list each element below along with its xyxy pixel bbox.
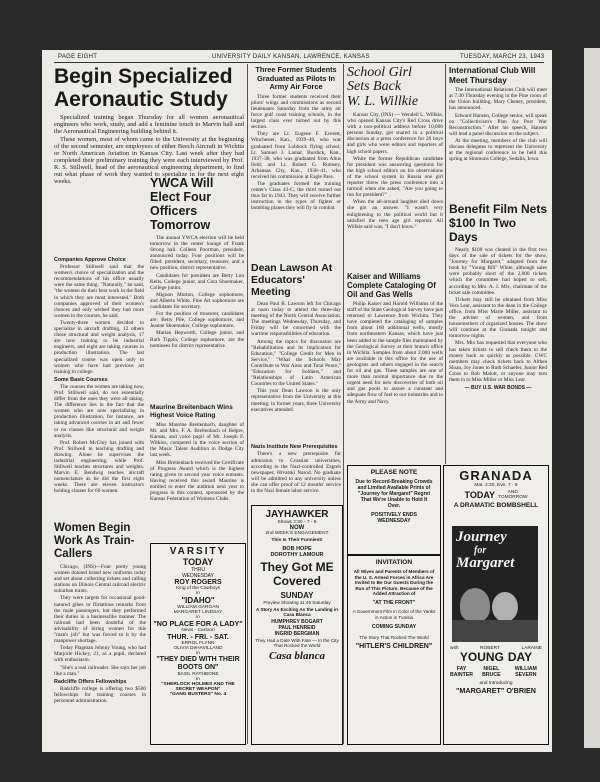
column-rule xyxy=(343,64,344,744)
kaiser-para: Philip Kaiser and Harold Williams of the staff of the State Geological Survey have just returned to Lawrence from Wichita. They have completed the cataloging of samples from about 160 additional wells, mostly from northeastern Kansas, which have just been added to the sample files maintained by the Geological Survey at their branch office in Wichita. Samples from about 2,000 wells are available in this office for the use of geologists and others engaged in the search for oil and gas. These samples are one of more than normal importance due to the urgent need for new discoveries of both oil and gas pools to assure a constant and adequate flow of fuel to our industries and to the Army and Navy. xyxy=(347,301,443,405)
jayhawker-tag2: They Had a Date With Fate — In the City That Rocked the World xyxy=(255,638,339,648)
varsity-ad xyxy=(150,543,246,745)
jayhawker-humphrey: HUMPHREY BOGART xyxy=(271,619,323,625)
granada-with: with xyxy=(450,646,459,651)
pilots-headline: Three Former Students Graduated as Pilots In Army Air Force xyxy=(255,66,337,92)
varsity-name: VARSITY xyxy=(169,546,227,557)
varsity-thru: THRU xyxy=(191,567,205,573)
please-note-ad xyxy=(347,465,441,555)
varsity-star3: OLIVIA DeHAVILLAND xyxy=(173,646,223,651)
trains-para: They were targets for occasional good-natured gibes or flirtatious remarks from the male passengers, but they performed their duties in a businesslike manner. The railroad had been doubtful of the advisability of hiring women for this "man's job" but was forced to it by the manpower shortage. xyxy=(54,595,146,645)
note-ends: POSITIVELY ENDS WEDNESDAY xyxy=(371,512,417,524)
varsity-title4: "SHERLOCK HOLMES AND THE SECRET WEAPON" xyxy=(161,682,235,692)
aero-para: These women, most of whom came to the University at the beginning of the second semester, are employees of either Beech Aircraft in Wichita or North American Aviation in Kansas City. Last week after they had completed their preliminary training they were each interviewed by Prof. R. S. Stillwell, head of the aeronautical engineering department, to find out what phase of work they wanted to specialize in for the next eight weeks. xyxy=(54,136,244,185)
pilots-para: Three former students received their pilots' wings and commissions as second lieutenants Saturday from the army air force gulf coast training schools, in the largest class ever turned out by this section. xyxy=(251,93,341,131)
aero-para: The courses the women are taking now, Prof. Stillwell said, do not essentially differ from the ones they were all taking. The difference lies in the fact that the women who are now specializing in production illustration, for instance, are taking advanced courses in art and fewer or no classes like structural and weight analysis. xyxy=(54,383,144,439)
granada-young: YOUNG xyxy=(459,650,504,664)
jayhawker-ingrid: INGRID BERGMAN xyxy=(274,631,320,637)
varsity-co2: MARGARET LINDSAY xyxy=(173,610,223,615)
invite-front: "AT THE FRONT" xyxy=(372,599,416,606)
breitenbach-para: Miss Maurine Breitenbach, daughter of Mr. and Mrs. F. A. Breitenbach of Belpre, Kansas, and voice pupil of Mr. Joseph F. Wilkins, competed in the voice section of the Music Talent Audition in Dodge City last week. xyxy=(150,422,244,459)
granada-robert: ROBERT xyxy=(480,646,500,651)
granada-margaret: "MARGARET" O'BRIEN xyxy=(456,686,536,695)
ywca-para: Marian Hepworth, College junior, and Ruth Tippin, College sophomore, are the nominees for district representative. xyxy=(150,330,244,349)
ywca-story xyxy=(150,176,244,421)
pilots-para: They are Lt. Eugene F. Everett, Winchester, Kan., 1939–40, who was graduated from Lubbock flying school; Lt. Samuel J. Lamar, Burdick, Kan., 1937–38, who was graduated from Altus field; and Lt. Robert G. Rumsey, Arkansas City, Kan., 1938–41, who received his commission at Eagle Pass. xyxy=(251,131,341,180)
film-para: Nearly $100 was cleared in the first two days of the sale of tickets for the show, "Journey for Margaret," adapted from the book by "Young Bill" White, although sales were probably short of the 2,000 tickets which the committee had hoped to sell, according to Mrs. A. J. Mix, chairman of the ticket sale committee. xyxy=(449,247,547,296)
jayhawker-story: A Story As Exciting As the Landing in Casa Blanca xyxy=(256,607,338,617)
pilots-story xyxy=(251,66,341,266)
breitenbach-para: Miss Breitenbach received the Certificate of Progress Award which is the highest rating given to second year voice entrants. Having received this award Maurine is entitled to enter the audition next year to progress in this contest, sponsored by the Kansas Federation of Womens Clubs. xyxy=(150,459,244,503)
aero-para: Prof. Robert McCloy has joined with Prof. Stillwell in teaching drafting and drawing. Alone he supervises the industrial engineering, while Prof. Stillwell teaches structures and weights. Marvin E. Bendwig teaches aircraft nomenclature as he did the first eight weeks. There are eleven instructors holding classes for 60 women. xyxy=(54,439,144,495)
column-rule xyxy=(247,64,248,744)
aero-para: Twenty-three women decided to specialize in aircraft drafting, 12 others chose structural and weight analysis, 17 are now training to be industrial engineers, and eight are taking courses in production illustration. The last specialized course was open only to women who have had previous art training in college. xyxy=(54,319,144,375)
willkie-headline-3: W. L. Willkie xyxy=(347,94,419,109)
kaiser-story xyxy=(347,272,443,462)
ywca-para: For the position of treasurer, candidates are: Betty Pile, College sophomore, and Jeanne Shoemaker, College sophomore. xyxy=(150,311,244,330)
varsity-in3: in xyxy=(196,651,200,656)
poster-title-3: Margaret xyxy=(456,555,515,571)
note-title: PLEASE NOTE xyxy=(370,469,418,476)
breitenbach-headline: Maurine Breitenbach Wins Highest Voice Rating xyxy=(150,404,233,419)
trains-para: Chicago, (INS)—Four pretty young women donned brand new uniforms today and set about collecting tickets and calling stations on Illinois Central railroad electric suburban trains. xyxy=(54,564,146,595)
header-rule xyxy=(54,62,544,63)
lawson-story xyxy=(251,262,341,447)
varsity-days: THUR. - FRI. - SAT. xyxy=(167,634,229,641)
willkie-para: Kansas City, (INS) — Wendell L. Willkie, who opened Kansas City's Red Cross drive with a non-political address before 10,000 persons Sunday, got snared in a political discussion at a press conference for 20 boys and girls who were editors and reporters of high school papers. xyxy=(347,112,443,155)
film-para: Mrs. Mix has requested that everyone who has taken tickets to sell check them to the money back as quickly as possible. CWC members may check tickets back to Althea Sloan, Joy Jones to Ruth Schaefer, Junior Red Cross to Bob Malott, or anyone may turn them in to Miss Miller or Miss Lear. xyxy=(449,340,547,383)
ywca-para: The annual YWCA election will be held tomorrow in the center lounge of Frank Strong hall. Colleen Poorman, president, announced today. Four positions will be filled: president, secretary, treasurer, and a new position, district representative. xyxy=(150,235,244,272)
jayhawker-tag: This Is Their Funniest! xyxy=(271,538,323,543)
lawson-headline: Dean Lawson At Educators' Meeting xyxy=(251,262,333,298)
ywca-para: Mignon Morton, College sophomore, and Alberta White, Fine Art sophomore are candidates for secretary. xyxy=(150,291,244,311)
trains-subhead: Radcliffe Offers Fellowships xyxy=(54,678,127,685)
trains-para: "She's a real railroader. She says her job like a man." xyxy=(54,664,146,677)
varsity-in: in xyxy=(196,591,200,596)
trains-para: Radcliffe college is offering two $500 fellowships for training courses in personnel administration. xyxy=(54,685,146,704)
willkie-headline-1: School Girl xyxy=(347,66,412,80)
varsity-title: "IDAHO" xyxy=(181,596,215,605)
varsity-in2: in xyxy=(196,615,200,620)
jayhawker-bob: BOB HOPE xyxy=(282,546,312,552)
granada-dramatic: A DRAMATIC BOMBSHELL xyxy=(453,502,539,509)
jayhawker-preview: Preview Showing 11:45 Saturday xyxy=(263,600,331,605)
pilots-para: The graduates formed the training center's Class 43-C, the third turned out thus far in 1943. They will receive further instruction in the types of fighter or bombing planes they will fly in combat. xyxy=(251,181,341,212)
aero-para: Professor Stillwell said that the women's choice of specialization and the recommendations of his office usually were the same thing. "Naturally," he said, "the women do their best work in the field in which they are most interested." Both companies approved of their women's choices and only wished they had more women in the courses, he said. xyxy=(54,264,144,319)
varsity-wed: WEDNESDAY xyxy=(182,573,214,579)
varsity-star2: ERROL FLYNN xyxy=(181,641,215,646)
aero-headline-1: Begin Specialized xyxy=(54,66,233,88)
invite-body: All Wives and Parents of Members of the U. S. Armed Forces in Africa Are Invited to Be Our Guests During the Run of This Picture. Because of the Added Attraction of xyxy=(353,569,435,597)
granada-nigel: NIGEL BRUCE xyxy=(482,666,501,678)
varsity-in4: in xyxy=(196,677,200,682)
lawson-para: Among the topics for discussion are "Rehabilitation and its implication for Education," "College Credit for Men in Service," "What the Schools May Contribute to War Aims and Total Peace," "Education for Soldiers," and "Relationships of Latin American Countries to the United States." xyxy=(251,338,341,388)
film-headline: Benefit Film Nets $100 In Two Days xyxy=(449,202,547,244)
invite-tag: The Story That Rocked The World xyxy=(359,635,429,641)
aero-subhead: Some Basic Courses xyxy=(54,376,108,383)
granada-fay: FAY BAINTER xyxy=(450,666,474,678)
granada-laraine: LARAINE xyxy=(521,646,542,651)
club-para: Edward Hansen, College senior, will speak on "Collectivism's Plan for Post War Reconstruction." After his speech, Hansen will lead a panel discussion on the subject. xyxy=(449,112,547,137)
jayhawker-name: JAYHAWKER xyxy=(265,509,329,520)
granada-times: Mat. 2:30, Eve. 7 - 9 xyxy=(474,483,518,488)
jayhawker-sunday: SUNDAY xyxy=(280,591,314,600)
page-number: PAGE EIGHT xyxy=(58,54,98,60)
poster-shadow xyxy=(452,620,538,642)
jayhawker-held: 2nd WEEK'S ENGAGEMENT xyxy=(265,531,329,536)
granada-and: AND xyxy=(507,490,518,495)
jayhawker-ad xyxy=(251,505,343,745)
aero-subhead: Companies Approve Choice xyxy=(54,257,126,263)
varsity-news: News - Cartoon xyxy=(181,628,215,633)
club-para: The International Relations Club will meet at 7:30 Thursday evening in the Pine room of the Union building, Mary Cheney, president, has announced. xyxy=(449,87,547,112)
jayhawker-title: They Got ME Covered xyxy=(260,560,334,588)
granada-day: DAY xyxy=(507,650,533,664)
column-rule xyxy=(445,64,446,464)
poster-title-2: for xyxy=(474,545,487,556)
ywca-para: Candidates for president are Betty Lou Kelts, College junior, and Cora Shoemaker, College junior. xyxy=(150,272,244,291)
dateline: TUESDAY, MARCH 23, 1943 xyxy=(460,54,545,60)
lawson-para: This year Dean Lawson is the only representative from the University at this meeting; in former years, three University executives attended. xyxy=(251,388,341,413)
varsity-today: TODAY xyxy=(182,557,214,567)
journey-poster-image xyxy=(452,526,538,642)
trains-headline: Women Begin Work As Train-Callers xyxy=(54,522,135,560)
invitation-ad xyxy=(347,555,441,745)
varsity-title3: "THEY DIED WITH THEIR BOOTS ON" xyxy=(156,656,240,671)
varsity-serial: "GANG BUSTERS" No. 4 xyxy=(169,692,227,697)
varsity-star: ROY ROGERS xyxy=(174,579,222,586)
varsity-star4: BASIL RATHBONE xyxy=(177,672,219,677)
jayhawker-now: NOW xyxy=(289,525,305,531)
war-bonds-line: — BUY U.S. WAR BONDS — xyxy=(464,385,532,392)
jayhawker-dorothy: DOROTHY LAMOUR xyxy=(270,552,324,558)
poster-face-girl xyxy=(492,592,518,622)
poster-face-man xyxy=(460,588,490,622)
breitenbach-story xyxy=(150,404,244,540)
newspaper-page xyxy=(42,50,552,752)
lawson-para: Dean Paul B. Lawson left for Chicago at noon today to attend the three-day meeting of the North Central Association. The meetings Wednesday, Thursday, and Friday will be concerned with the wartime responsibilities of education. xyxy=(251,301,341,338)
granada-today: TODAY xyxy=(464,490,495,500)
masthead: UNIVERSITY DAILY KANSAN, LAWRENCE, KANSAS xyxy=(212,54,370,60)
nazi-headline: Nazis Institute New Prerequisites xyxy=(251,444,338,450)
granada-tomorrow: TOMORROW xyxy=(498,495,528,500)
train-callers-story xyxy=(54,522,146,744)
varsity-star-sub: King of the Cowboys xyxy=(176,586,220,591)
nazi-story xyxy=(251,444,341,502)
granada-intro: and Introducing xyxy=(479,681,513,686)
film-para: Tickets may still be obtained from Miss Vera Lear, assistant to the dean in the College office, from Miss Marie Miller, assistant to the adviser of women, and from housemothers of organized houses. The show will continue at the Granada tonight and tomorrow nights. xyxy=(449,296,547,340)
invite-footer: A Government Film in Color of the Yanks in Action in Tunisia xyxy=(352,608,436,620)
benefit-film-story xyxy=(449,202,547,462)
granada-william: WILLIAM SEVERN xyxy=(514,666,537,678)
willkie-para: While the former Republican candidate for president was answering questions for the high school editors on his observations of the school system in Russia one girl reporter threw the press conference into a turmoil when she asked, "Are you going to run for president?" xyxy=(347,155,443,199)
jayhawker-shows: Shows 2:30 - 7 - 9 xyxy=(277,520,317,525)
aero-headline-2: Aeronautic Study xyxy=(54,88,228,111)
poster-title-1: Journey xyxy=(456,529,507,545)
granada-name: GRANADA xyxy=(459,468,533,483)
club-headline: International Club Will Meet Thursday xyxy=(449,66,536,85)
granada-ad xyxy=(443,465,549,745)
varsity-co1: WILLIAM GARGAN xyxy=(177,605,219,610)
jayhawker-title2: Casa blanca xyxy=(269,650,325,662)
jayhawker-paul: PAUL HENREID xyxy=(278,625,316,631)
willkie-para: When the all-around laughter died down she got an answer. "I wasn't very enlightening to the political world but it satisfied the teen age girl reporter. All Willkie said was, "I don't know." xyxy=(347,199,443,230)
varsity-title2: "NO PLACE FOR A LADY" xyxy=(153,619,243,628)
ywca-headline: YWCA Will Elect Four Officers Tomorrow xyxy=(150,176,214,232)
trains-para: Today Plagman Johnny Young, who had Marjorie Hickey, 21, as a pupil, declared with enthusiasm: xyxy=(54,645,146,664)
nazi-para: There's a new prerequisite for admission to Croatian universities, according to the Nazi-controlled Zagreb newspaper, Hrvatski Narod. No graduate will be admitted to any university unless she can offer proof of 12 months' service in the Nazi female labor service. xyxy=(251,451,341,494)
club-para: At the meeting, members of the club will discuss delegates to represent the University at the regional conference to be held this spring at Simmons College, Sedalia, Iowa. xyxy=(449,137,547,163)
club-story xyxy=(449,66,547,206)
kaiser-headline: Kaiser and Williams Complete Cataloging Of Oil and Gas Wells xyxy=(347,272,436,299)
invite-title: INVITATION xyxy=(375,559,413,566)
invite-film: "HITLER'S CHILDREN" xyxy=(355,643,433,651)
willkie-headline-2: Sets Back xyxy=(347,79,402,94)
note-body: Due to Record-Breaking Crowds and Limited Available Prints of "Journey for Margaret" Regret That We're Unable to Hold It Over. xyxy=(355,479,433,509)
invite-coming: COMING SUNDAY xyxy=(371,624,417,631)
aero-para: Specialized training began Thursday for all women aeronautical engineers who work, study, and add a feminine touch to Marvin hall and the Aeronautical Engineering building behind it. xyxy=(54,114,244,135)
aero-col-left xyxy=(54,255,144,525)
adjacent-page-edge xyxy=(584,48,600,748)
